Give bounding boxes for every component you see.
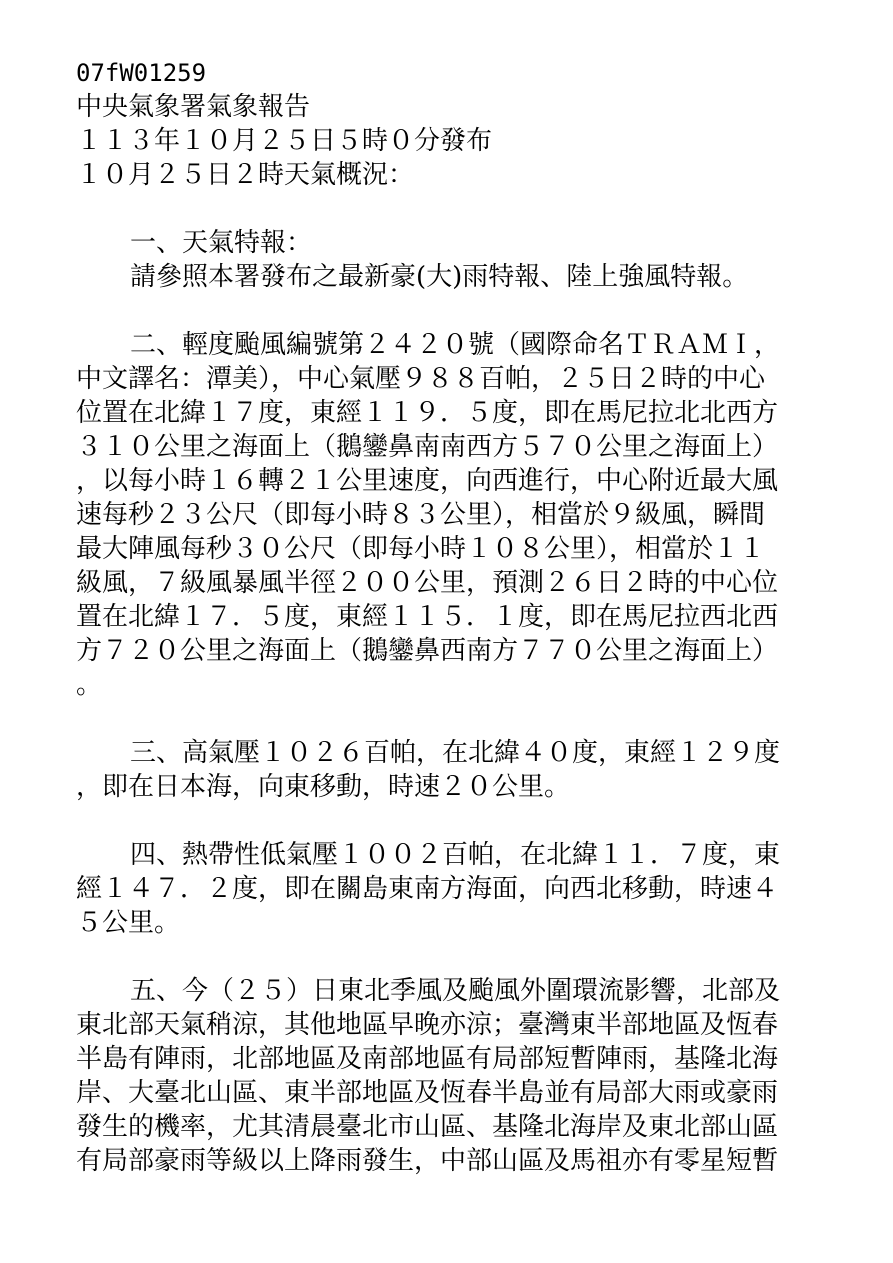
section-typhoon [76, 328, 816, 702]
paragraph-line: 半島有陣雨，北部地區及南部地區有局部短暫陣雨，基隆北海 [76, 1044, 779, 1074]
paragraph-line: 方７２０公里之海面上（鵝鑾鼻西南方７７０公里之海面上） [76, 636, 779, 666]
weather-report-document [76, 56, 816, 1178]
overview-heading: １０月２５日２時天氣概況： [76, 160, 415, 190]
spacer [76, 804, 816, 838]
paragraph-line: ，以每小時１６轉２１公里速度，向西進行，中心附近最大風 [76, 466, 779, 496]
agency-title: 中央氣象署氣象報告 [76, 92, 311, 122]
paragraph-line: 東北部天氣稍涼，其他地區早晚亦涼；臺灣東半部地區及恆春 [76, 1010, 779, 1040]
paragraph-line: 位置在北緯１７度，東經１１９．５度，即在馬尼拉北北西方 [76, 398, 779, 428]
paragraph-line: 級風，７級風暴風半徑２００公里，預測２６日２時的中心位 [76, 568, 779, 598]
paragraph-line: ３１０公里之海面上（鵝鑾鼻南南西方５７０公里之海面上） [76, 432, 779, 462]
paragraph-line: ，即在日本海，向東移動，時速２０公里。 [76, 772, 571, 802]
paragraph-line: 置在北緯１７．５度，東經１１５．１度，即在馬尼拉西北西 [76, 602, 779, 632]
section-tropical-depression [76, 838, 816, 940]
paragraph-line: 中文譯名：潭美），中心氣壓９８８百帕，２５日２時的中心 [76, 364, 766, 394]
paragraph-line: 請參照本署發布之最新豪(大)雨特報、陸上強風特報。 [130, 262, 749, 292]
paragraph-line: 有局部豪雨等級以上降雨發生，中部山區及馬祖亦有零星短暫 [76, 1146, 779, 1176]
paragraph-line: 速每秒２３公尺（即每小時８３公里），相當於９級風，瞬間 [76, 500, 766, 530]
section-heading: 五、今（２５）日東北季風及颱風外圍環流影響，北部及 [130, 976, 781, 1006]
section-heading: 一、天氣特報： [130, 228, 313, 258]
spacer [76, 192, 816, 226]
issued-time: １１３年１０月２５日５時０分發布 [76, 126, 493, 156]
paragraph-line: 。 [76, 670, 103, 700]
section-heading: 四、熱帶性低氣壓１００２百帕，在北緯１１．７度，東 [130, 840, 781, 870]
paragraph-line: 岸、大臺北山區、東半部地區及恆春半島並有局部大雨或豪雨 [76, 1078, 779, 1108]
section-heading: 三、高氣壓１０２６百帕，在北緯４０度，東經１２９度 [130, 738, 781, 768]
section-special-warning [76, 226, 816, 294]
document-code: 07fW01259 [76, 59, 207, 87]
spacer [76, 702, 816, 736]
section-high-pressure [76, 736, 816, 804]
paragraph-line: 最大陣風每秒３０公尺（即每小時１０８公里），相當於１１ [76, 534, 766, 564]
spacer [76, 940, 816, 974]
paragraph-line: ５公里。 [76, 908, 181, 938]
section-heading: 二、輕度颱風編號第２４２０號（國際命名ＴＲＡＭＩ， [130, 330, 781, 360]
section-today-weather [76, 974, 816, 1178]
spacer [76, 294, 816, 328]
paragraph-line: 發生的機率，尤其清晨臺北市山區、基隆北海岸及東北部山區 [76, 1112, 779, 1142]
paragraph-line: 經１４７．２度，即在關島東南方海面，向西北移動，時速４ [76, 874, 779, 904]
